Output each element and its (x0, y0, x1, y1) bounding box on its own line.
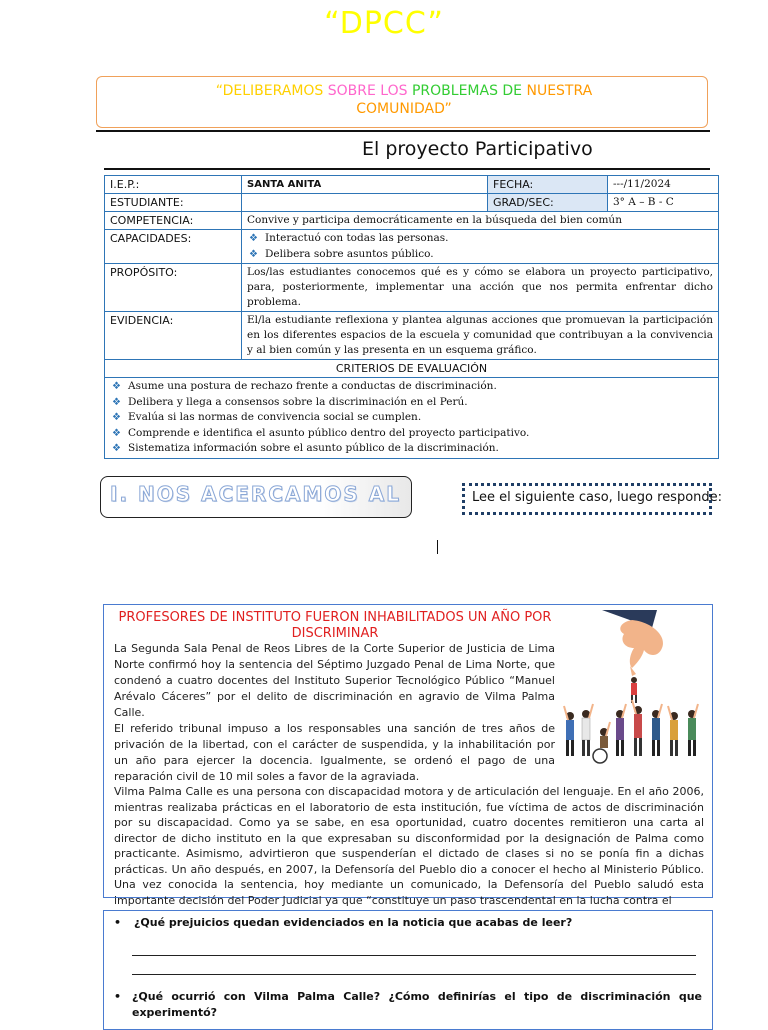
bullet-icon: • (114, 916, 122, 929)
table-row (105, 230, 719, 264)
fecha-label: FECHA: (488, 176, 608, 194)
divider (96, 130, 710, 132)
divider (104, 168, 710, 170)
instruction-text: Lee el siguiente caso, luego responde: (472, 490, 723, 505)
table-row (105, 176, 719, 194)
proposito-value: Los/las estudiantes conocemos qué es y cómo se elabora un proyecto participativo, para, posteriormente, implementar una acción que nos permita enfrentar dicho problema. (242, 264, 719, 312)
document-title: “DPCC” (324, 6, 444, 41)
list-item: ❖ Evalúa si las normas de convivencia social se cumplen. (110, 410, 713, 426)
info-table (104, 175, 719, 459)
list-item: ❖ Comprende e identifica el asunto público dentro del proyecto participativo. (110, 426, 713, 442)
estudiante-field[interactable] (242, 194, 488, 212)
table-row (105, 264, 719, 312)
news-paragraph: La Segunda Sala Penal de Reos Libres de la Corte Superior de Justicia de Lima Norte confirmó hoy la sentencia del Séptimo Juzgado Penal de Lima Norte, que condenó a cuatro docentes del Instituto Superior Tecnológico Público “Manuel Arévalo Cáceres” por el delito de discriminación en agravio de Vilma Palma Calle. (114, 642, 555, 719)
slogan (104, 82, 704, 118)
list-item: ❖ Sistematiza información sobre el asunto público de la discriminación. (110, 441, 713, 457)
evidencia-label: EVIDENCIA: (105, 312, 242, 360)
slogan-word-5: COMUNIDAD” (356, 101, 452, 117)
capacidades-label: CAPACIDADES: (105, 230, 242, 264)
criterios-list (105, 378, 719, 459)
capacidades-list (242, 230, 719, 264)
fecha-value[interactable]: ---/11/2024 (608, 176, 719, 194)
text-cursor (437, 540, 438, 554)
bullet-icon: • (114, 990, 122, 1003)
slogan-word-3: PROBLEMAS DE (411, 83, 523, 99)
competencia-value: Convive y participa democráticamente en la búsqueda del bien común (242, 212, 719, 230)
section-heading: I. NOS ACERCAMOS AL (110, 482, 401, 506)
table-row (105, 312, 719, 360)
answer-line[interactable] (132, 974, 696, 975)
question-1 (114, 915, 704, 931)
evidencia-value: El/la estudiante reflexiona y plantea algunas acciones que promuevan la participación en los diferentes espacios de la escuela y comunidad que contribuyan a la convivencia y al bien común y las presenta en un esquema gráfico. (242, 312, 719, 360)
hand-icon (602, 610, 663, 676)
grado-label: GRAD/SEC: (488, 194, 608, 212)
news-paragraph-2: Vilma Palma Calle es una persona con discapacidad motora y de articulación del lenguaje. En el año 2006, mientras realizaba prácticas en el laboratorio de esta institución, fue víctima de actos de discriminación por su discapacidad. Como ya se sabe, en esa oportunidad, cuatro docentes remitieron una carta al director de dicho instituto en la que expresaban su disconformidad por la designación de Palma como practicante. Asimismo, advirtieron que suspenderían el dictado de clases si no se ponía fin a dichas prácticas. Un año después, en 2007, la Defensoría del Pueblo dio a conocer el hecho al Ministerio Público. Una vez conocida la sentencia, hoy mediante un comunicado, la Defensoría del Pueblo saludó esta importante decisión del Poder Judicial ya que “constituye un paso trascendental en la lucha contra el (114, 785, 704, 907)
table-row (105, 378, 719, 459)
project-title: El proyecto Participativo (362, 138, 593, 160)
question-text: ¿Qué prejuicios quedan evidenciados en la noticia que acabas de leer? (134, 916, 573, 929)
criterios-heading: CRITERIOS DE EVALUACIÓN (105, 360, 719, 378)
estudiante-label: ESTUDIANTE: (105, 194, 242, 212)
competencia-label: COMPETENCIA: (105, 212, 242, 230)
list-item: ❖ Interactuó con todas las personas. (247, 231, 713, 247)
proposito-label: PROPÓSITO: (105, 264, 242, 312)
slogan-word-4: NUESTRA (526, 83, 593, 99)
lifted-person-icon (631, 677, 637, 703)
news-title: PROFESORES DE INSTITUTO FUERON INHABILITADOS UN AÑO POR DISCRIMINAR (118, 610, 552, 641)
news-paragraph: El referido tribunal impuso a los responsables una sanción de tres años de privación de la libertad, con el carácter de suspendida, y la inhabilitación por un año para ejercer la docencia. Igualmente, se ordenó el pago de una reparación civil de 10 mil soles a favor de la agraviada. (114, 722, 555, 783)
table-row (105, 360, 719, 378)
grado-value[interactable]: 3° A – B - C (608, 194, 719, 212)
table-row (105, 194, 719, 212)
question-2 (114, 989, 702, 1021)
table-row (105, 212, 719, 230)
slogan-word-2: SOBRE LOS (327, 83, 408, 99)
slogan-word-1: “DELIBERAMOS (215, 83, 324, 99)
question-text: ¿Qué ocurrió con Vilma Palma Calle? ¿Cómo definirías el tipo de discriminación que experimentó? (132, 990, 702, 1019)
list-item: ❖ Delibera sobre asuntos público. (247, 247, 713, 263)
iep-value: SANTA ANITA (242, 176, 488, 194)
discrimination-illustration (562, 610, 708, 766)
crowd-icon (564, 700, 698, 763)
answer-line[interactable] (132, 955, 696, 956)
iep-label: I.E.P.: (105, 176, 242, 194)
list-item: ❖ Asume una postura de rechazo frente a conductas de discriminación. (110, 379, 713, 395)
news-paragraph-1 (114, 641, 555, 785)
list-item: ❖ Delibera y llega a consensos sobre la discriminación en el Perú. (110, 395, 713, 411)
